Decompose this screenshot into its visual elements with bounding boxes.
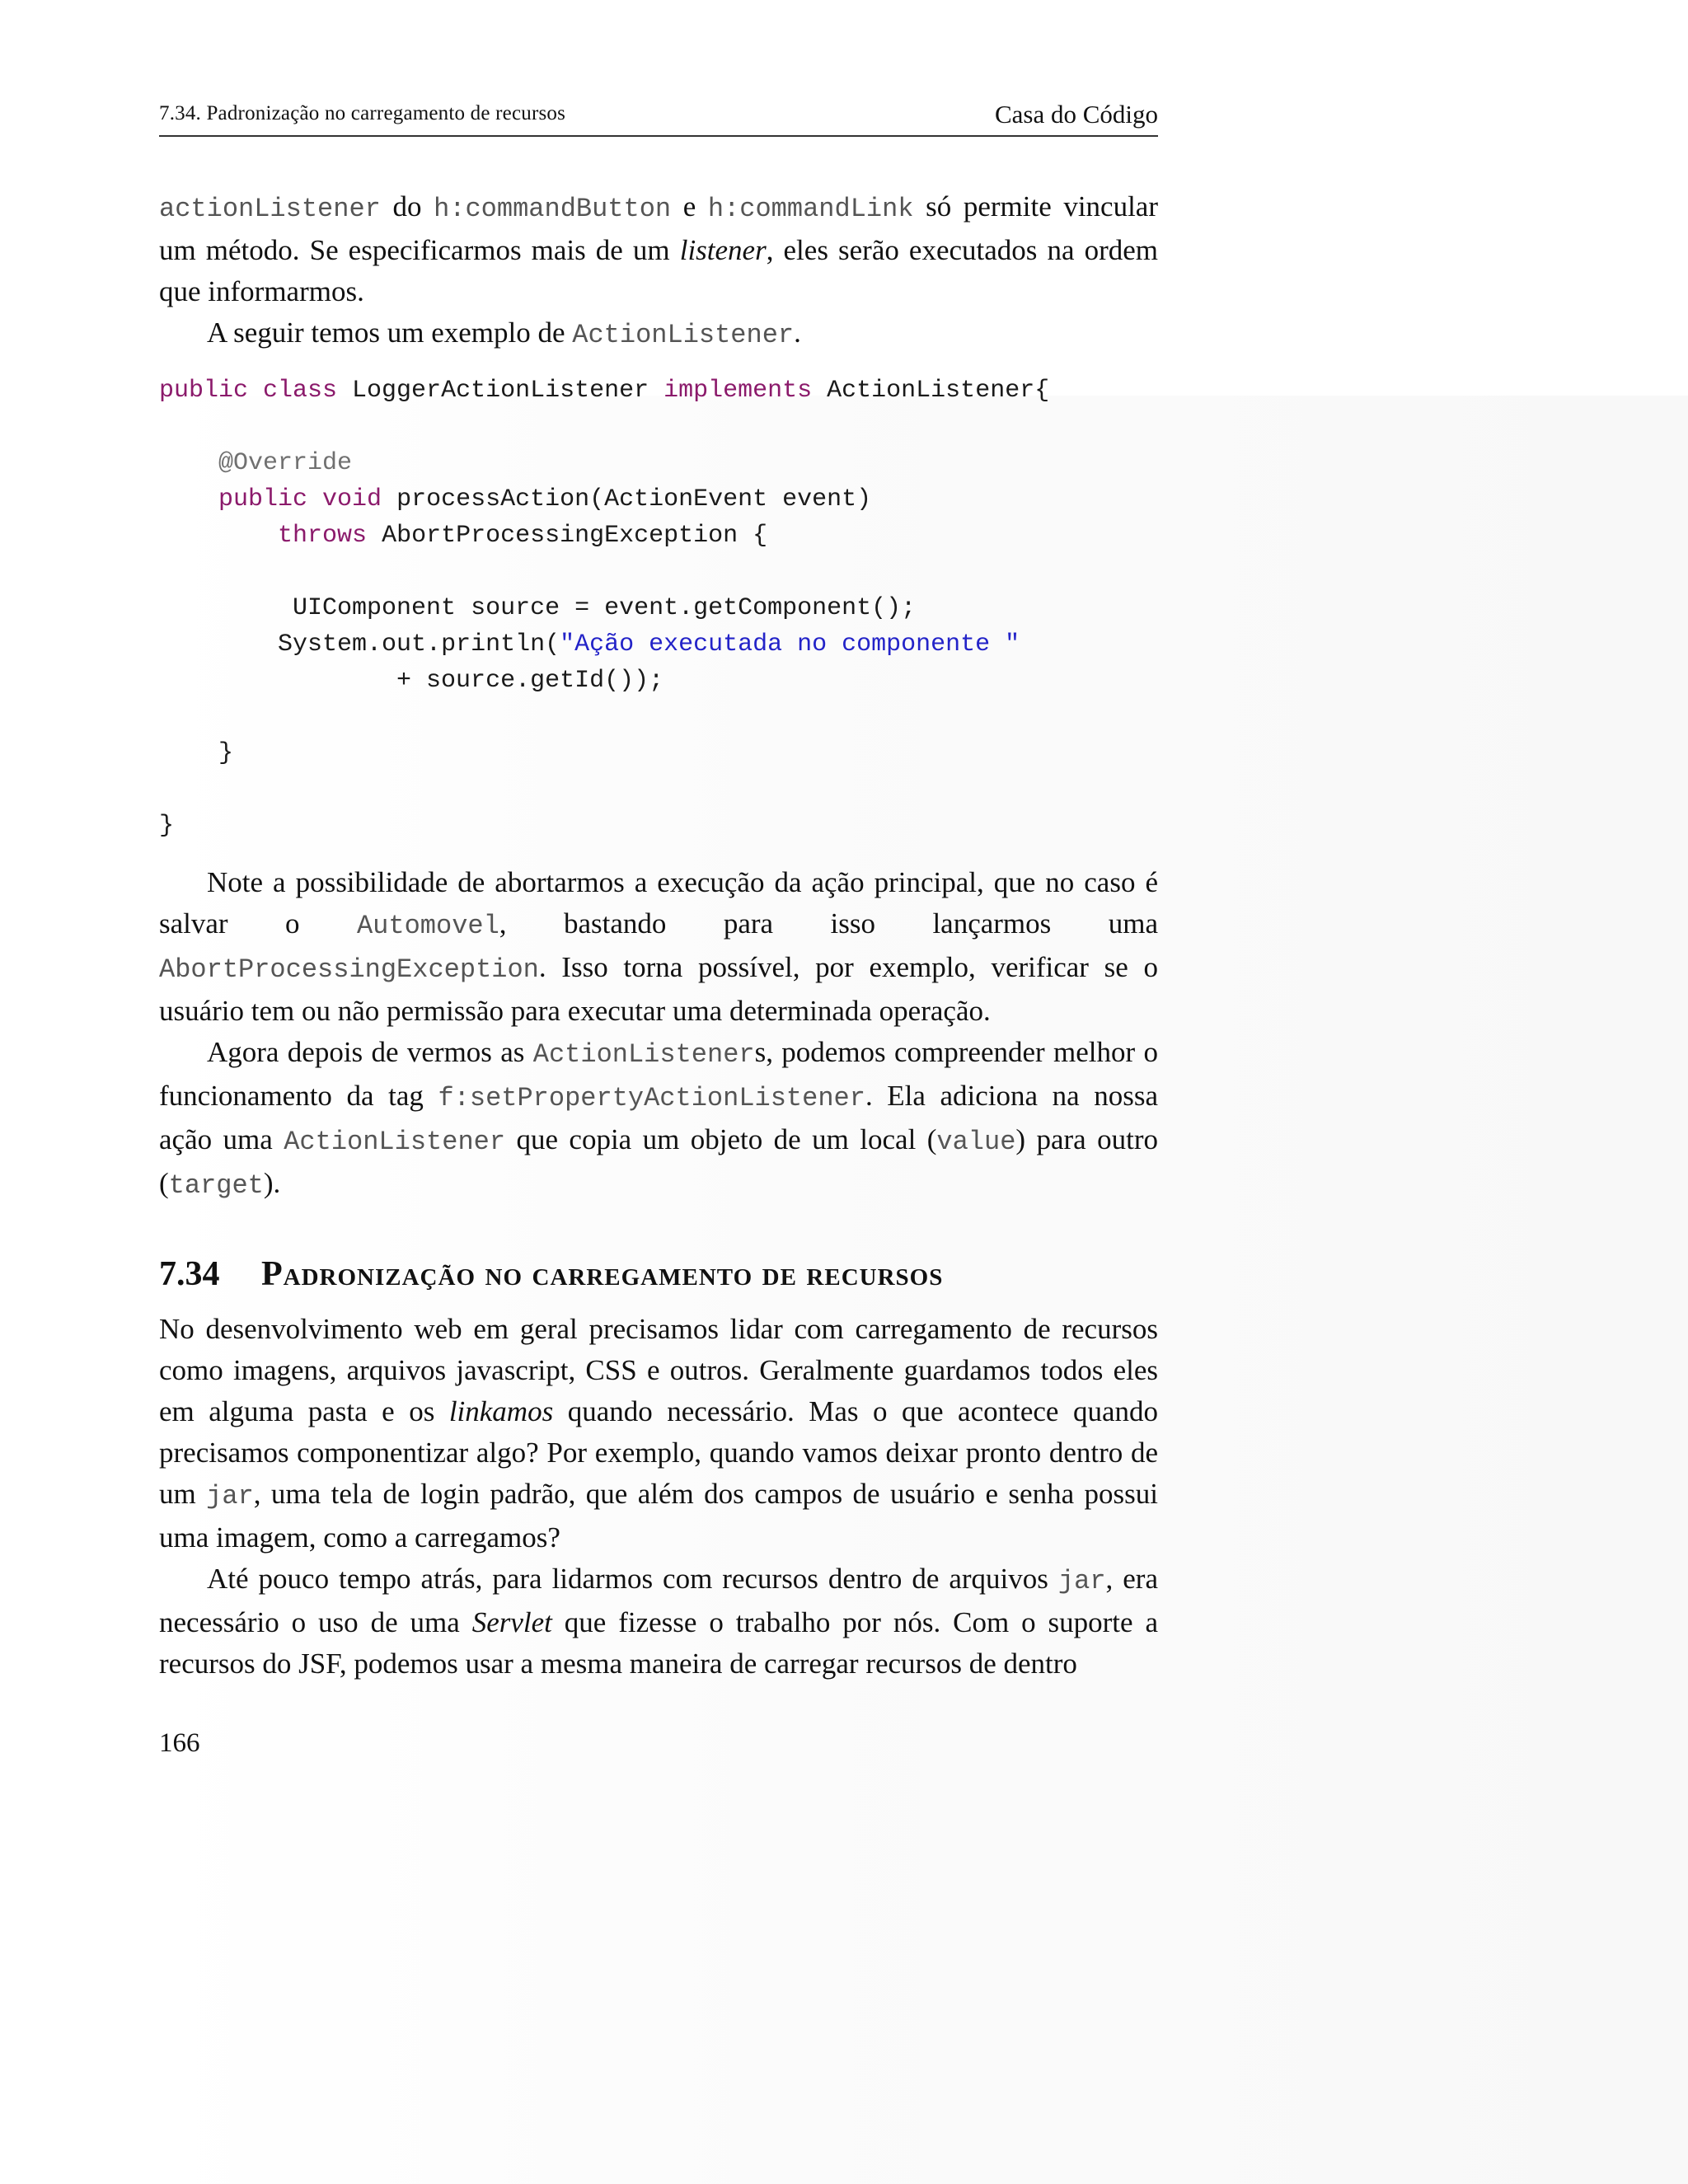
text: , uma tela de login padrão, que além dos campos de usuário e senha possui uma imagem, como a carregamos? <box>159 1478 1158 1554</box>
text: . Isso torna possível, por exemplo, verificar se o usuário tem ou não permissão para executar uma determinada operação. <box>159 951 1158 1027</box>
text: . <box>794 316 801 349</box>
text: No desenvolvimento web em geral precisamos lidar com carregamento de recursos como imagens, arquivos javascript, CSS e outros. Geralmente guardamos todos eles em alguma pasta e os <box>159 1313 1158 1427</box>
text: que copia um objeto de um local ( <box>505 1123 937 1155</box>
inline-code: ActionListener <box>572 320 795 350</box>
text: e <box>671 190 708 223</box>
inline-code: target <box>168 1170 264 1201</box>
text: Até pouco tempo atrás, para lidarmos com recursos dentro de arquivos <box>207 1563 1058 1595</box>
code-keyword: throws <box>278 522 368 550</box>
code-text: AbortProcessingException { <box>367 522 768 550</box>
text: , bastando para isso lançarmos uma <box>499 907 1158 940</box>
inline-code: ActionListener <box>532 1039 755 1070</box>
inline-code: AbortProcessingException <box>159 954 539 985</box>
code-text: } <box>218 739 234 767</box>
text: s, podemos compreender melhor o funcionamento da tag <box>159 1036 1158 1112</box>
inline-code: ActionListener <box>284 1127 506 1157</box>
inline-code: jar <box>1057 1566 1106 1596</box>
section-title: Padronização no carregamento de recursos <box>261 1255 944 1293</box>
emphasis: listener <box>679 234 767 266</box>
running-head-book-title: Casa do Código <box>994 100 1158 129</box>
paragraph-resource-loading <box>159 1309 1158 1558</box>
inline-code: h:commandButton <box>434 194 672 224</box>
text: ). <box>263 1167 281 1199</box>
running-head <box>159 96 1158 137</box>
code-listing <box>159 373 1158 844</box>
inline-code: Automovel <box>356 911 499 941</box>
text: . Ela adiciona na nossa ação uma <box>159 1080 1158 1155</box>
code-keyword: implements <box>663 377 813 405</box>
code-text: } <box>159 812 175 840</box>
code-text: + source.getId()); <box>396 667 664 695</box>
inline-code: actionListener <box>159 194 381 224</box>
text: Agora depois de vermos as <box>207 1036 533 1068</box>
code-text: LoggerActionListener <box>337 377 664 405</box>
inline-code: h:commandLink <box>707 194 914 224</box>
text: só permite vincular um método. Se especificarmos mais de um <box>159 190 1158 266</box>
running-head-section: 7.34. Padronização no carregamento de recursos <box>159 102 566 124</box>
code-string: "Ação executada no componente " <box>560 630 1020 658</box>
text: Note a possibilidade de abortarmos a execução da ação principal, que no caso é salvar o <box>159 866 1158 940</box>
code-text: ActionListener{ <box>812 377 1050 405</box>
paragraph-example-intro <box>159 312 1158 356</box>
paragraph-set-property-listener <box>159 1032 1158 1207</box>
inline-code: f:setPropertyActionListener <box>438 1083 865 1113</box>
code-text: System.out.println( <box>278 630 560 658</box>
section-number: 7.34 <box>159 1255 220 1293</box>
text: ) para outro ( <box>159 1123 1158 1199</box>
text: A seguir temos um exemplo de <box>207 316 573 349</box>
page-content <box>159 186 1158 1685</box>
text: quando necessário. Mas o que acontece quando precisamos componentizar algo? Por exemplo, quando vamos deixar pronto dentro de um <box>159 1395 1158 1510</box>
paragraph-servlet-history <box>159 1558 1158 1685</box>
page-number: 166 <box>159 1728 200 1758</box>
code-text: UIComponent source = event.getComponent(); <box>293 594 917 622</box>
emphasis: linkamos <box>448 1395 554 1427</box>
code-keyword: public void <box>218 485 382 513</box>
section-heading <box>159 1251 1158 1297</box>
inline-code: value <box>936 1127 1016 1157</box>
code-text: processAction(ActionEvent event) <box>382 485 872 513</box>
paragraph-action-listener-intro <box>159 186 1158 312</box>
emphasis: Servlet <box>471 1606 552 1638</box>
paragraph-abort-note <box>159 862 1158 1032</box>
text: , era necessário o uso de uma <box>159 1563 1158 1638</box>
text: do <box>380 190 434 223</box>
code-keyword: public class <box>159 377 338 405</box>
text: que fizesse o trabalho por nós. Com o suporte a recursos do JSF, podemos usar a mesma maneira de carregar recursos de dentro <box>159 1606 1158 1680</box>
inline-code: jar <box>206 1481 254 1511</box>
text: , eles serão executados na ordem que informarmos. <box>159 234 1158 307</box>
code-annotation: @Override <box>218 449 353 477</box>
